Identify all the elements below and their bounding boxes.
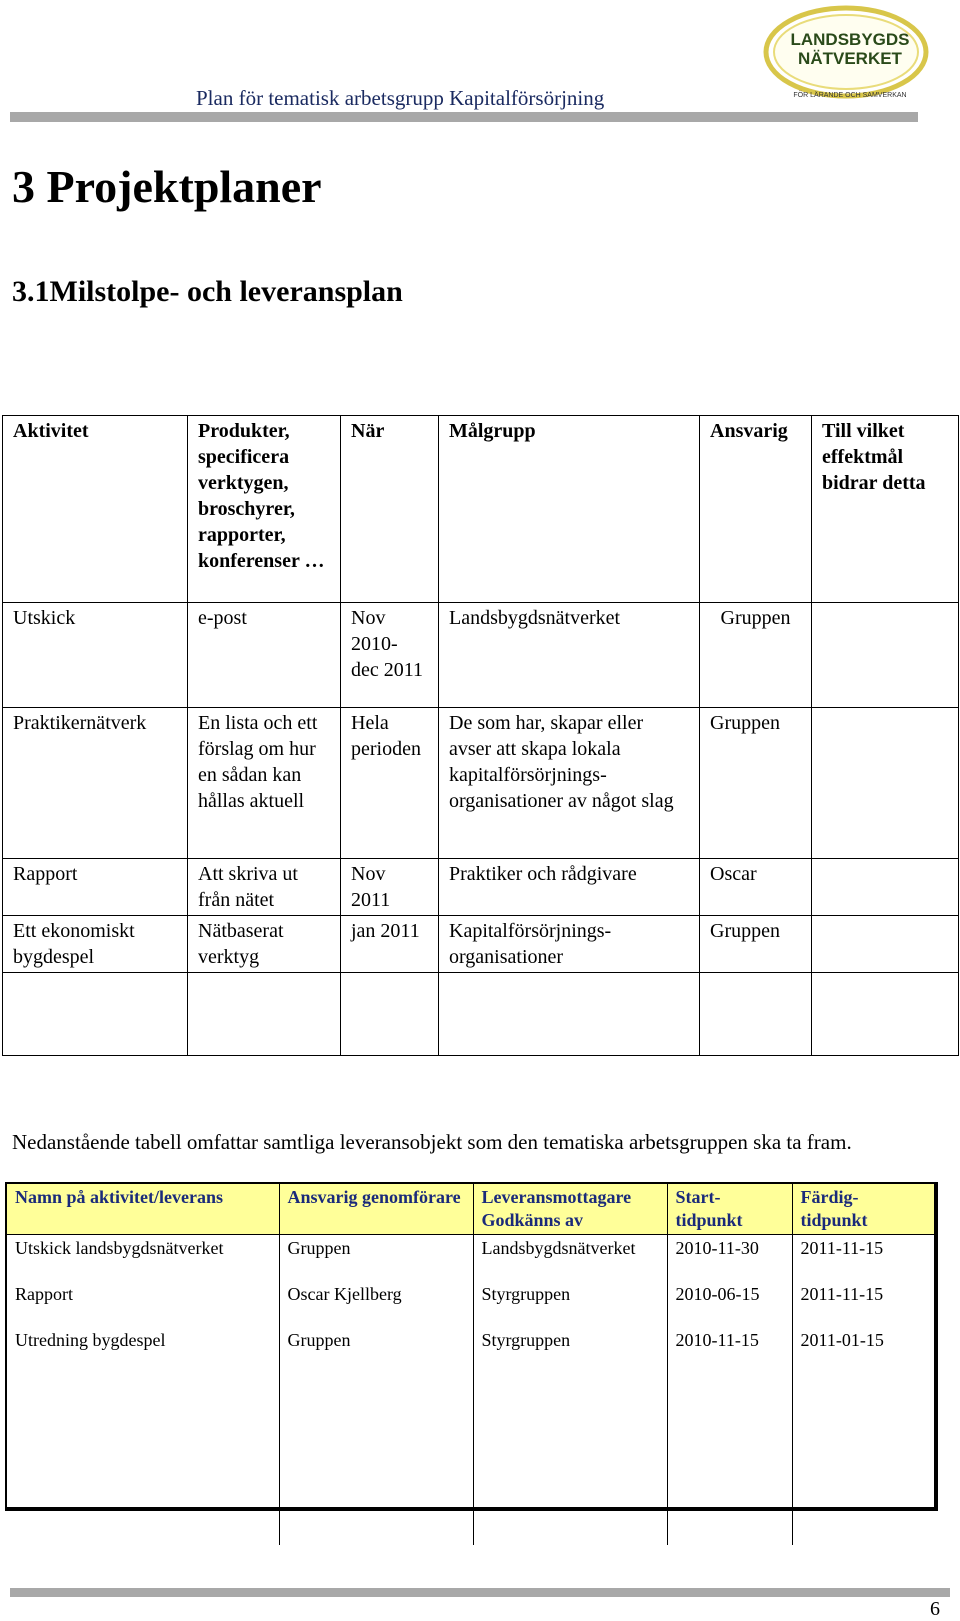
table-cell [439,973,700,1056]
column-header: Till vilket effektmål bidrar detta [812,416,959,603]
document-title: Plan för tematisk arbetsgrupp Kapitalförsörjning [196,86,605,110]
delivery-table-frame [5,1182,938,1511]
column-header: När [341,416,439,603]
table-cell: 2010-11-15 [667,1327,792,1373]
table-cell: Ett ekonomiskt bygdespel [3,916,188,973]
subsection-heading: 3.1Milstolpe- och leveransplan [12,275,403,308]
table-cell: Praktikernätverk [3,708,188,859]
section-heading: 3 Projektplaner [12,161,322,212]
table-cell: Hela perioden [341,708,439,859]
svg-text:NÄTVERKET: NÄTVERKET [798,49,902,68]
table-cell: Landsbygdsnätverket [473,1235,667,1282]
table-cell [3,973,188,1056]
landsbygdsnatverket-logo [762,4,932,102]
table-cell [812,916,959,973]
table-cell [188,973,341,1056]
table-cell: Styrgruppen [473,1327,667,1373]
page-number: 6 [930,1598,940,1620]
table-header-row [7,1184,934,1235]
table-cell: De som har, skapar eller avser att skapa lokala kapitalförsörjnings- organisationer av något slag [439,708,700,859]
table-cell: Nätbaserat verktyg [188,916,341,973]
table-cell: Nov 2011 [341,859,439,916]
table-cell: 2011-11-15 [800,1284,884,1304]
table-row [7,1327,934,1373]
table-cell [812,708,959,859]
table-cell: Gruppen [700,708,812,859]
column-header: Färdig- tidpunkt [792,1184,934,1235]
table-cell [812,859,959,916]
table-cell: Oscar Kjellberg [279,1281,473,1327]
table-cell: Utredning bygdespel [7,1327,279,1373]
delivery-table [7,1184,934,1545]
table-cell [341,973,439,1056]
empty-table-area [7,1373,934,1545]
table-cell: Gruppen [700,916,812,973]
table-cell: Utskick [3,603,188,708]
table-cell: Gruppen [279,1327,473,1373]
table-row [3,973,959,1056]
table-cell [700,973,812,1056]
table-cell: Kapitalförsörjnings- organisationer [439,916,700,973]
table-cell: Rapport [7,1281,279,1327]
table-cell [812,973,959,1056]
table-cell: Rapport [3,859,188,916]
svg-text:FÖR LÄRANDE OCH SAMVERKAN: FÖR LÄRANDE OCH SAMVERKAN [793,92,907,99]
table-cell: Nov 2010- dec 2011 [341,603,439,708]
table-cell: Utskick landsbygdsnätverket [7,1235,279,1282]
table-row [7,1235,934,1282]
column-header: Produkter, specificera verktygen, broschyrer, rapporter, konferenser … [188,416,341,603]
table-row [3,603,959,708]
table-cell: Styrgruppen [473,1281,667,1327]
table-cell: 2010-11-30 [667,1235,792,1282]
table-cell: 2010-06-15 [667,1281,792,1327]
table-header-row [3,416,959,603]
table-row [7,1281,934,1327]
header-rule [10,112,918,122]
table-cell: Landsbygdsnätverket [439,603,700,708]
footer-rule [10,1588,950,1597]
table-row [3,708,959,859]
column-header: Ansvarig [700,416,812,603]
table-cell: Praktiker och rådgivare [439,859,700,916]
table-cell: En lista och ett förslag om hur en sådan kan hållas aktuell [188,708,341,859]
svg-text:LANDSBYGDS: LANDSBYGDS [790,30,910,49]
table-cell: e-post [188,603,341,708]
column-header: Ansvarig genomförare [279,1184,473,1235]
column-header: Leveransmottagare Godkänns av [473,1184,667,1235]
table-cell: jan 2011 [341,916,439,973]
table-cell: Gruppen [279,1235,473,1282]
column-header: Målgrupp [439,416,700,603]
table-cell: 2011-11-15 [800,1238,884,1258]
column-header: Aktivitet [3,416,188,603]
table-cell: Oscar [700,859,812,916]
column-header: Start- tidpunkt [667,1184,792,1235]
table-row [3,859,959,916]
milestone-table [2,415,959,1056]
table-row [3,916,959,973]
intro-paragraph: Nedanstående tabell omfattar samtliga leveransobjekt som den tematiska arbetsgruppen ska ta fram. [12,1130,852,1154]
column-header: Namn på aktivitet/leverans [7,1184,279,1235]
table-cell: 2011-01-15 [800,1330,884,1350]
table-cell [812,603,959,708]
table-cell: Gruppen [700,603,812,708]
table-cell: Att skriva ut från nätet [188,859,341,916]
